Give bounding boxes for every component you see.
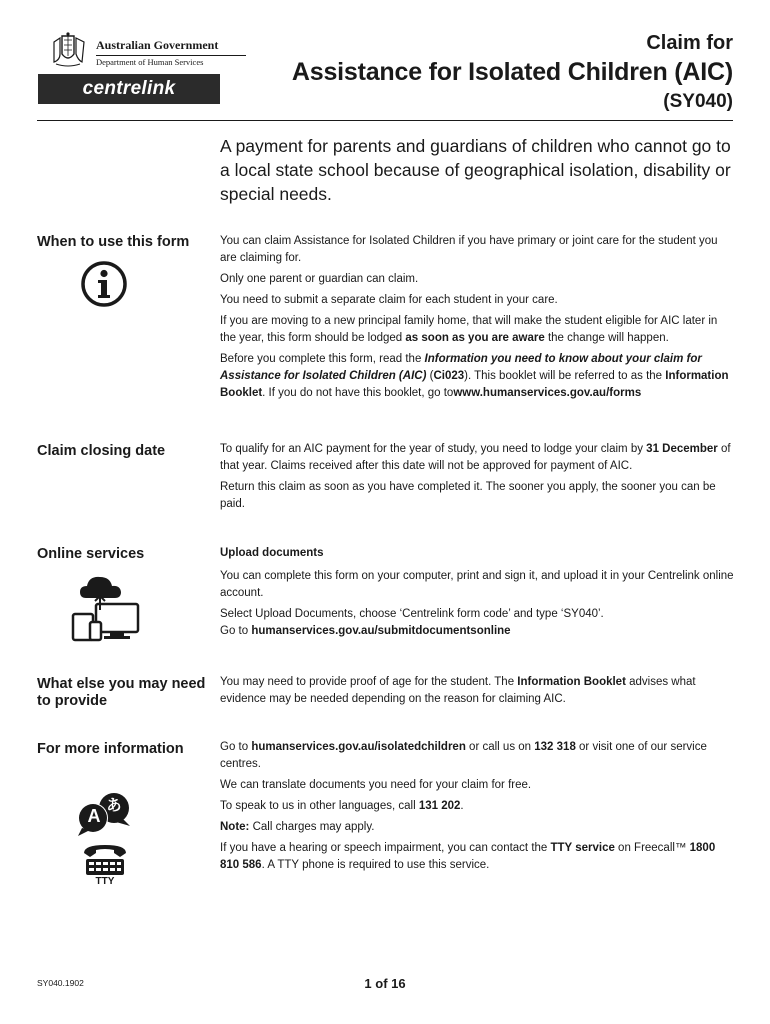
paragraph: Select Upload Documents, choose ‘Centrelink form code’ and type ‘SY040’. <box>220 608 604 620</box>
page-number: 1 of 16 <box>364 976 406 991</box>
text-run: ). This booklet will be referred to as the <box>464 370 666 382</box>
text-run: or call us on <box>465 741 535 753</box>
paragraph <box>220 623 735 640</box>
text-run: . If you do not have this booklet, go to <box>262 387 454 399</box>
section-heading-online: Online services <box>37 546 145 562</box>
submit-documents-link[interactable]: humanservices.gov.au/submitdocumentsonline <box>251 625 511 637</box>
centrelink-brand: centrelink <box>38 74 220 104</box>
booklet-name: Information Booklet <box>220 370 729 399</box>
text-run: Call charges may apply. <box>249 821 375 833</box>
text-run: or visit one of our service centres. <box>220 741 707 770</box>
booklet-name: Information Booklet <box>517 676 626 688</box>
paragraph <box>220 739 735 773</box>
section-heading-when: When to use this form <box>37 234 190 250</box>
paragraph: We can translate documents you need for your claim for free. <box>220 779 532 791</box>
tty-service-label: TTY service <box>550 842 615 854</box>
government-name: Australian Government <box>96 38 219 52</box>
language-icon-letter-a: A <box>87 806 101 826</box>
tty-phone-icon <box>80 843 130 877</box>
text-run: ( <box>426 370 434 382</box>
paragraph: Only one parent or guardian can claim. <box>220 273 419 285</box>
language-icon <box>76 790 140 838</box>
paragraph <box>220 674 735 708</box>
government-logo <box>38 32 220 106</box>
booklet-title: Information you need to know about your claim for Assistance for Isolated Children (AIC) <box>220 353 702 382</box>
isolated-children-link[interactable]: humanservices.gov.au/isolatedchildren <box>251 741 466 753</box>
phone-number: 132 318 <box>534 741 576 753</box>
emphasis-text: as soon as you are aware <box>405 332 545 344</box>
devices-upload-icon <box>70 572 142 644</box>
paragraph: You can claim Assistance for Isolated Children if you have primary or joint care for the student you are claiming for. <box>220 235 718 264</box>
section-heading-more: For more information <box>37 741 184 757</box>
section-body-online <box>220 545 735 644</box>
section-body-closing <box>220 441 735 517</box>
paragraph <box>220 819 735 836</box>
text-run: on Freecall™ <box>614 842 690 854</box>
paragraph <box>220 351 735 402</box>
section-heading-provide: What else you may need to provide <box>37 676 206 709</box>
text-run: . A TTY phone is required to use this service. <box>261 859 490 871</box>
text-run: If you are moving to a new principal family home, that will make the student eligible for AIC later in the year, this form should be lodged <box>220 315 718 344</box>
paragraph: You need to submit a separate claim for each student in your care. <box>220 294 558 306</box>
tty-label: TTY <box>95 876 115 887</box>
section-body-when <box>220 233 735 406</box>
text-run: Go to <box>220 741 252 753</box>
paragraph <box>220 798 735 815</box>
text-run: . <box>460 800 464 812</box>
section-heading-closing: Claim closing date <box>37 443 166 459</box>
paragraph <box>220 840 735 874</box>
booklet-code: Ci023 <box>433 370 465 382</box>
language-icon-letter-hiragana: あ <box>106 796 122 814</box>
intro-text: A payment for parents and guardians of children who cannot go to a local state school because of geographical isolation, disability or special needs. <box>220 136 731 204</box>
language-phone-number: 131 202 <box>418 800 461 812</box>
text-run: advises what evidence may be needed depending on the reason for claiming AIC. <box>220 676 696 705</box>
divider <box>96 55 246 56</box>
tty-phone-number: 1800 810 586 <box>220 842 716 871</box>
text-run: Before you complete this form, read the <box>220 353 425 365</box>
text-run: You may need to provide proof of age for the student. The <box>220 676 518 688</box>
paragraph <box>220 313 735 347</box>
paragraph <box>220 441 735 475</box>
info-icon <box>80 260 128 308</box>
form-code: (SY040) <box>663 91 733 112</box>
section-body-provide <box>220 674 735 712</box>
subheading-upload-documents: Upload documents <box>220 547 324 559</box>
page-title: Assistance for Isolated Children (AIC) <box>291 58 733 86</box>
text-run: If you have a hearing or speech impairment, you can contact the <box>220 842 551 854</box>
title-prefix: Claim for <box>646 32 733 54</box>
department-name: Department of Human Services <box>96 57 204 67</box>
text-run: Go to <box>220 625 252 637</box>
text-run: To speak to us in other languages, call <box>220 800 419 812</box>
tty-icon <box>80 843 130 889</box>
header-divider <box>37 120 733 121</box>
text-run: To qualify for an AIC payment for the year of study, you need to lodge your claim by <box>220 443 647 455</box>
paragraph: You can complete this form on your computer, print and sign it, and upload it in your Centrelink online account. <box>220 570 734 599</box>
forms-link[interactable]: www.humanservices.gov.au/forms <box>453 387 642 399</box>
crest-icon <box>46 32 90 68</box>
section-body-more <box>220 739 735 878</box>
closing-date: 31 December <box>646 443 718 455</box>
footer-form-code: SY040.1902 <box>37 978 84 988</box>
note-label: Note: <box>220 821 250 833</box>
paragraph: Return this claim as soon as you have completed it. The sooner you apply, the sooner you can be paid. <box>220 481 716 510</box>
text-run: the change will happen. <box>544 332 669 344</box>
text-run: of that year. Claims received after this date will not be approved for payment of AIC. <box>220 443 731 472</box>
